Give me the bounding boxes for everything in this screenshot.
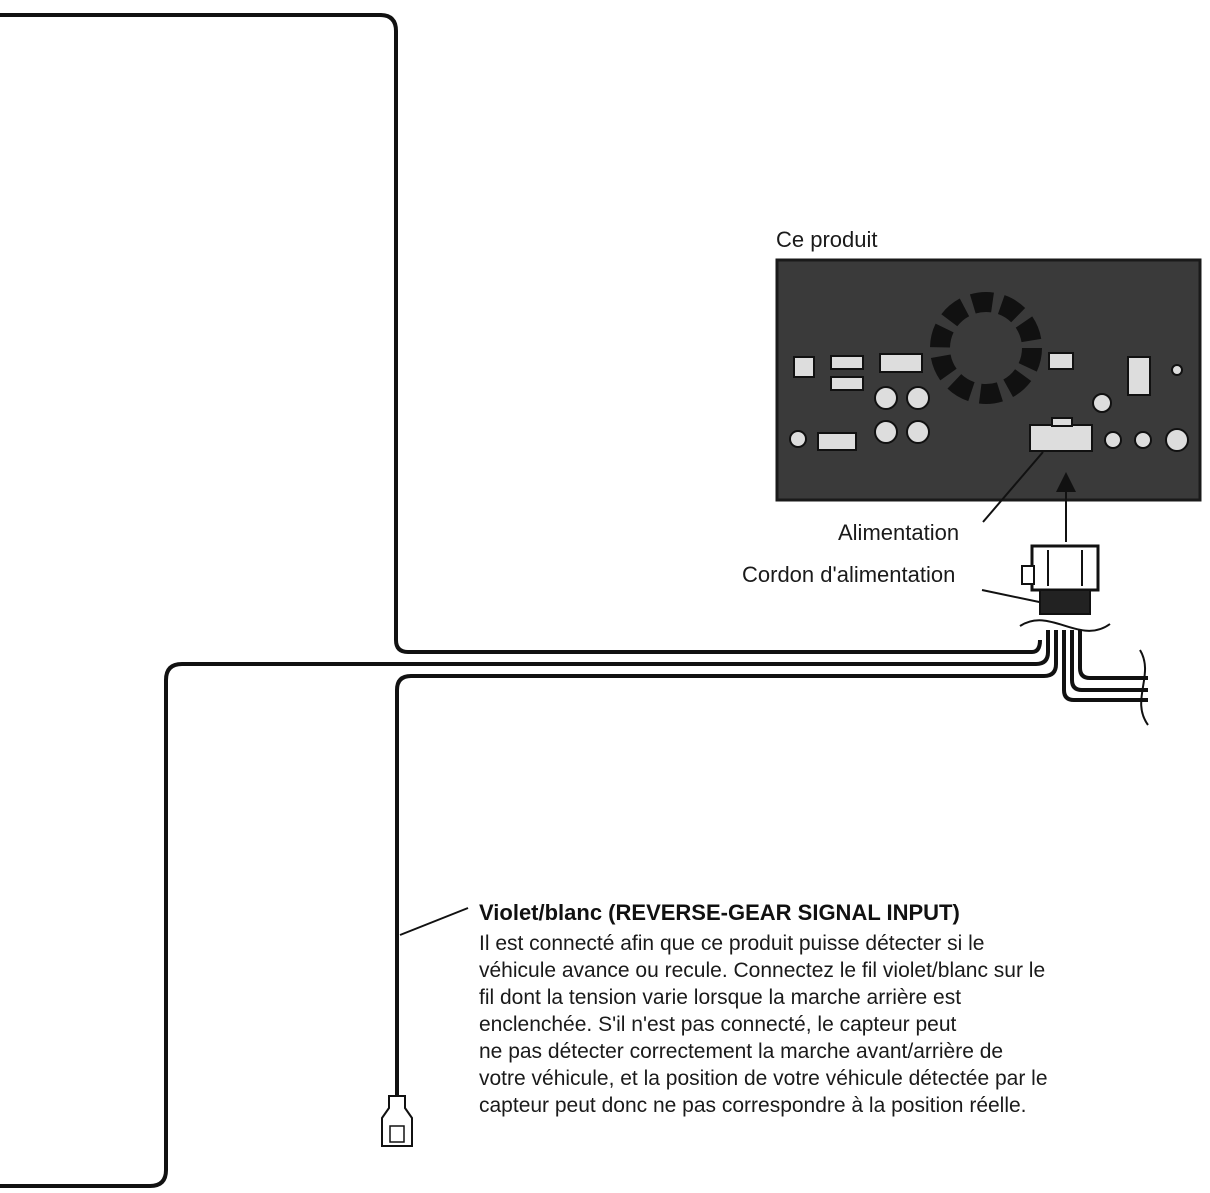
note-line: ne pas détecter correctement la marche avant/arrière de <box>479 1040 1004 1063</box>
note-line: Il est connecté afin que ce produit puisse détecter si le <box>479 932 985 955</box>
cable-break-mark <box>1140 650 1148 725</box>
note-body <box>479 930 1179 1119</box>
power-socket <box>1030 425 1092 451</box>
antenna-jack <box>794 357 814 377</box>
port <box>1049 353 1073 369</box>
antenna-jack-round <box>1093 394 1111 412</box>
note-line: capteur peut donc ne pas correspondre à la position réelle. <box>479 1094 1027 1117</box>
hdmi-port <box>880 354 922 372</box>
usb-port <box>831 356 863 369</box>
port <box>818 433 856 450</box>
wire-right-2 <box>1072 630 1148 690</box>
small-jack <box>1172 365 1182 375</box>
multi-pin-connector <box>1128 357 1150 395</box>
rca-jack <box>875 387 897 409</box>
pointer-line-violet <box>400 908 468 935</box>
rca-jack <box>1166 429 1188 451</box>
rca-jack <box>1105 432 1121 448</box>
note-line: fil dont la tension varie lorsque la marche arrière est <box>479 986 962 1009</box>
note-line: enclenchée. S'il n'est pas connecté, le capteur peut <box>479 1013 957 1036</box>
violet-white-note <box>479 900 1179 1119</box>
power-cord-plug <box>1032 546 1098 590</box>
note-line: votre véhicule, et la position de votre véhicule détectée par le <box>479 1067 1048 1090</box>
rca-jack <box>1135 432 1151 448</box>
power-socket-latch <box>1052 418 1072 426</box>
wire-right-3 <box>1080 630 1148 678</box>
rca-jack <box>907 387 929 409</box>
rca-jack <box>907 421 929 443</box>
small-jack <box>790 431 806 447</box>
cable-break-mark <box>1020 620 1110 631</box>
note-title: Violet/blanc (REVERSE-GEAR SIGNAL INPUT) <box>479 900 960 925</box>
note-line: véhicule avance ou recule. Connectez le fil violet/blanc sur le <box>479 959 1046 982</box>
pointer-line-cord <box>982 590 1044 603</box>
usb-port <box>831 377 863 390</box>
rca-jack <box>875 421 897 443</box>
product-label: Ce produit <box>776 227 878 252</box>
power-cord-plug-side <box>1022 566 1034 584</box>
power-cord-plug-body <box>1040 590 1090 614</box>
power-socket-label: Alimentation <box>838 520 960 545</box>
power-cord-label: Cordon d'alimentation <box>742 562 956 587</box>
